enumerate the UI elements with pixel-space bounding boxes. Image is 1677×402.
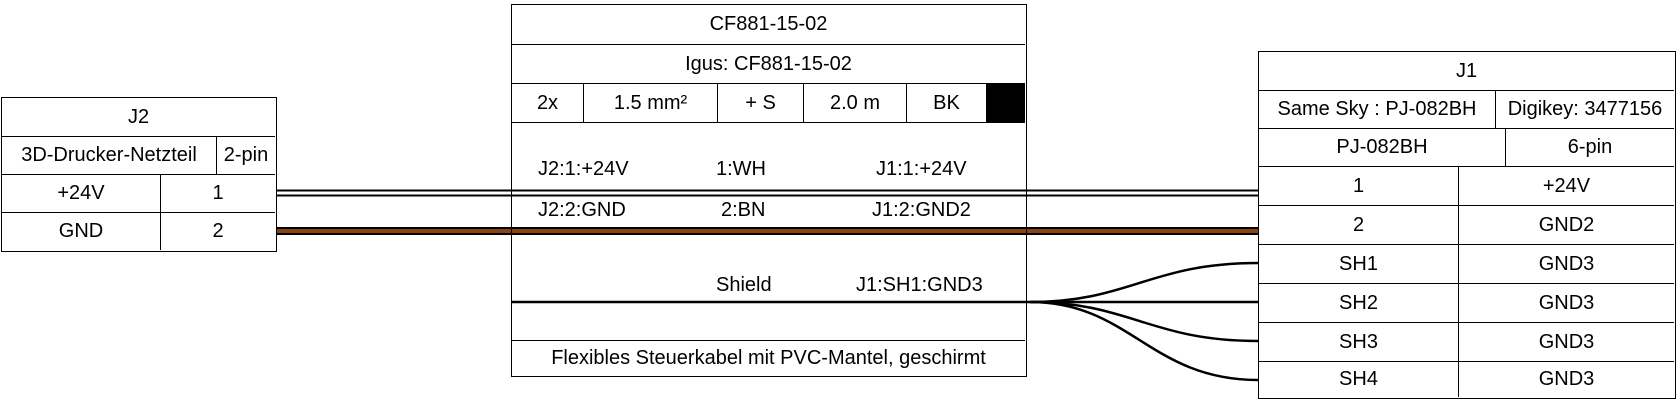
j2-pin-label: GND [2,212,160,250]
wire-1-name: 1:WH [716,158,766,180]
j1-pin-number: SH3 [1259,322,1458,361]
j1-pin-label: GND3 [1458,322,1674,361]
j1-title: J1 [1455,59,1478,82]
cable-title: CF881-15-02 [709,13,828,35]
wire-1-to: J1:1:+24V [876,158,967,180]
j1-pin-label: GND3 [1458,283,1674,322]
shield-name: Shield [716,274,772,296]
j1-pin-label: GND3 [1458,244,1674,283]
cable-spec-length: 2.0 m [803,83,906,122]
j1-pin-label: +24V [1458,166,1674,205]
j2-pin-label: +24V [2,174,160,212]
j1-supplier: Digikey: 3477156 [1495,90,1674,128]
j1-pin-number: SH1 [1259,244,1458,283]
j2-pincount: 2-pin [216,136,275,174]
j1-pin-label: GND2 [1458,205,1674,244]
cable-spec-shield: + S [717,83,803,122]
j1-pin-number: SH2 [1259,283,1458,322]
j2-description: 3D-Drucker-Netzteil [2,136,216,174]
wire-2-from: J2:2:GND [538,199,626,221]
j1-part: PJ-082BH [1259,128,1505,166]
wire-1-from: J2:1:+24V [538,158,629,180]
j1-manufacturer: Same Sky : PJ-082BH [1259,90,1495,128]
shield-to: J1:SH1:GND3 [856,274,983,296]
cable-wires-divider [512,122,1025,124]
j2-pin-number: 1 [160,174,275,212]
cable-spec-gauge: 1.5 mm² [583,83,717,122]
j1-pin-number: SH4 [1259,361,1458,397]
j1-pin-number: 2 [1259,205,1458,244]
cable-box [511,4,1027,377]
wire-2-to: J1:2:GND2 [872,199,971,221]
j2-title: J2 [127,105,150,128]
cable-spec-count: 2x [512,83,583,122]
connector-j2 [1,97,277,252]
j1-pincount: 6-pin [1505,128,1674,166]
j1-pin-number: 1 [1259,166,1458,205]
cable-manufacturer: Igus: CF881-15-02 [512,44,1025,83]
cable-note: Flexibles Steuerkabel mit PVC-Mantel, geschirmt [551,346,986,369]
cable-color-swatch [986,83,1025,122]
j2-pin-number: 2 [160,212,275,250]
wire-2-name: 2:BN [721,199,766,221]
connector-j1 [1258,51,1676,399]
cable-spec-color: BK [906,83,986,122]
j1-pin-label: GND3 [1458,361,1674,397]
